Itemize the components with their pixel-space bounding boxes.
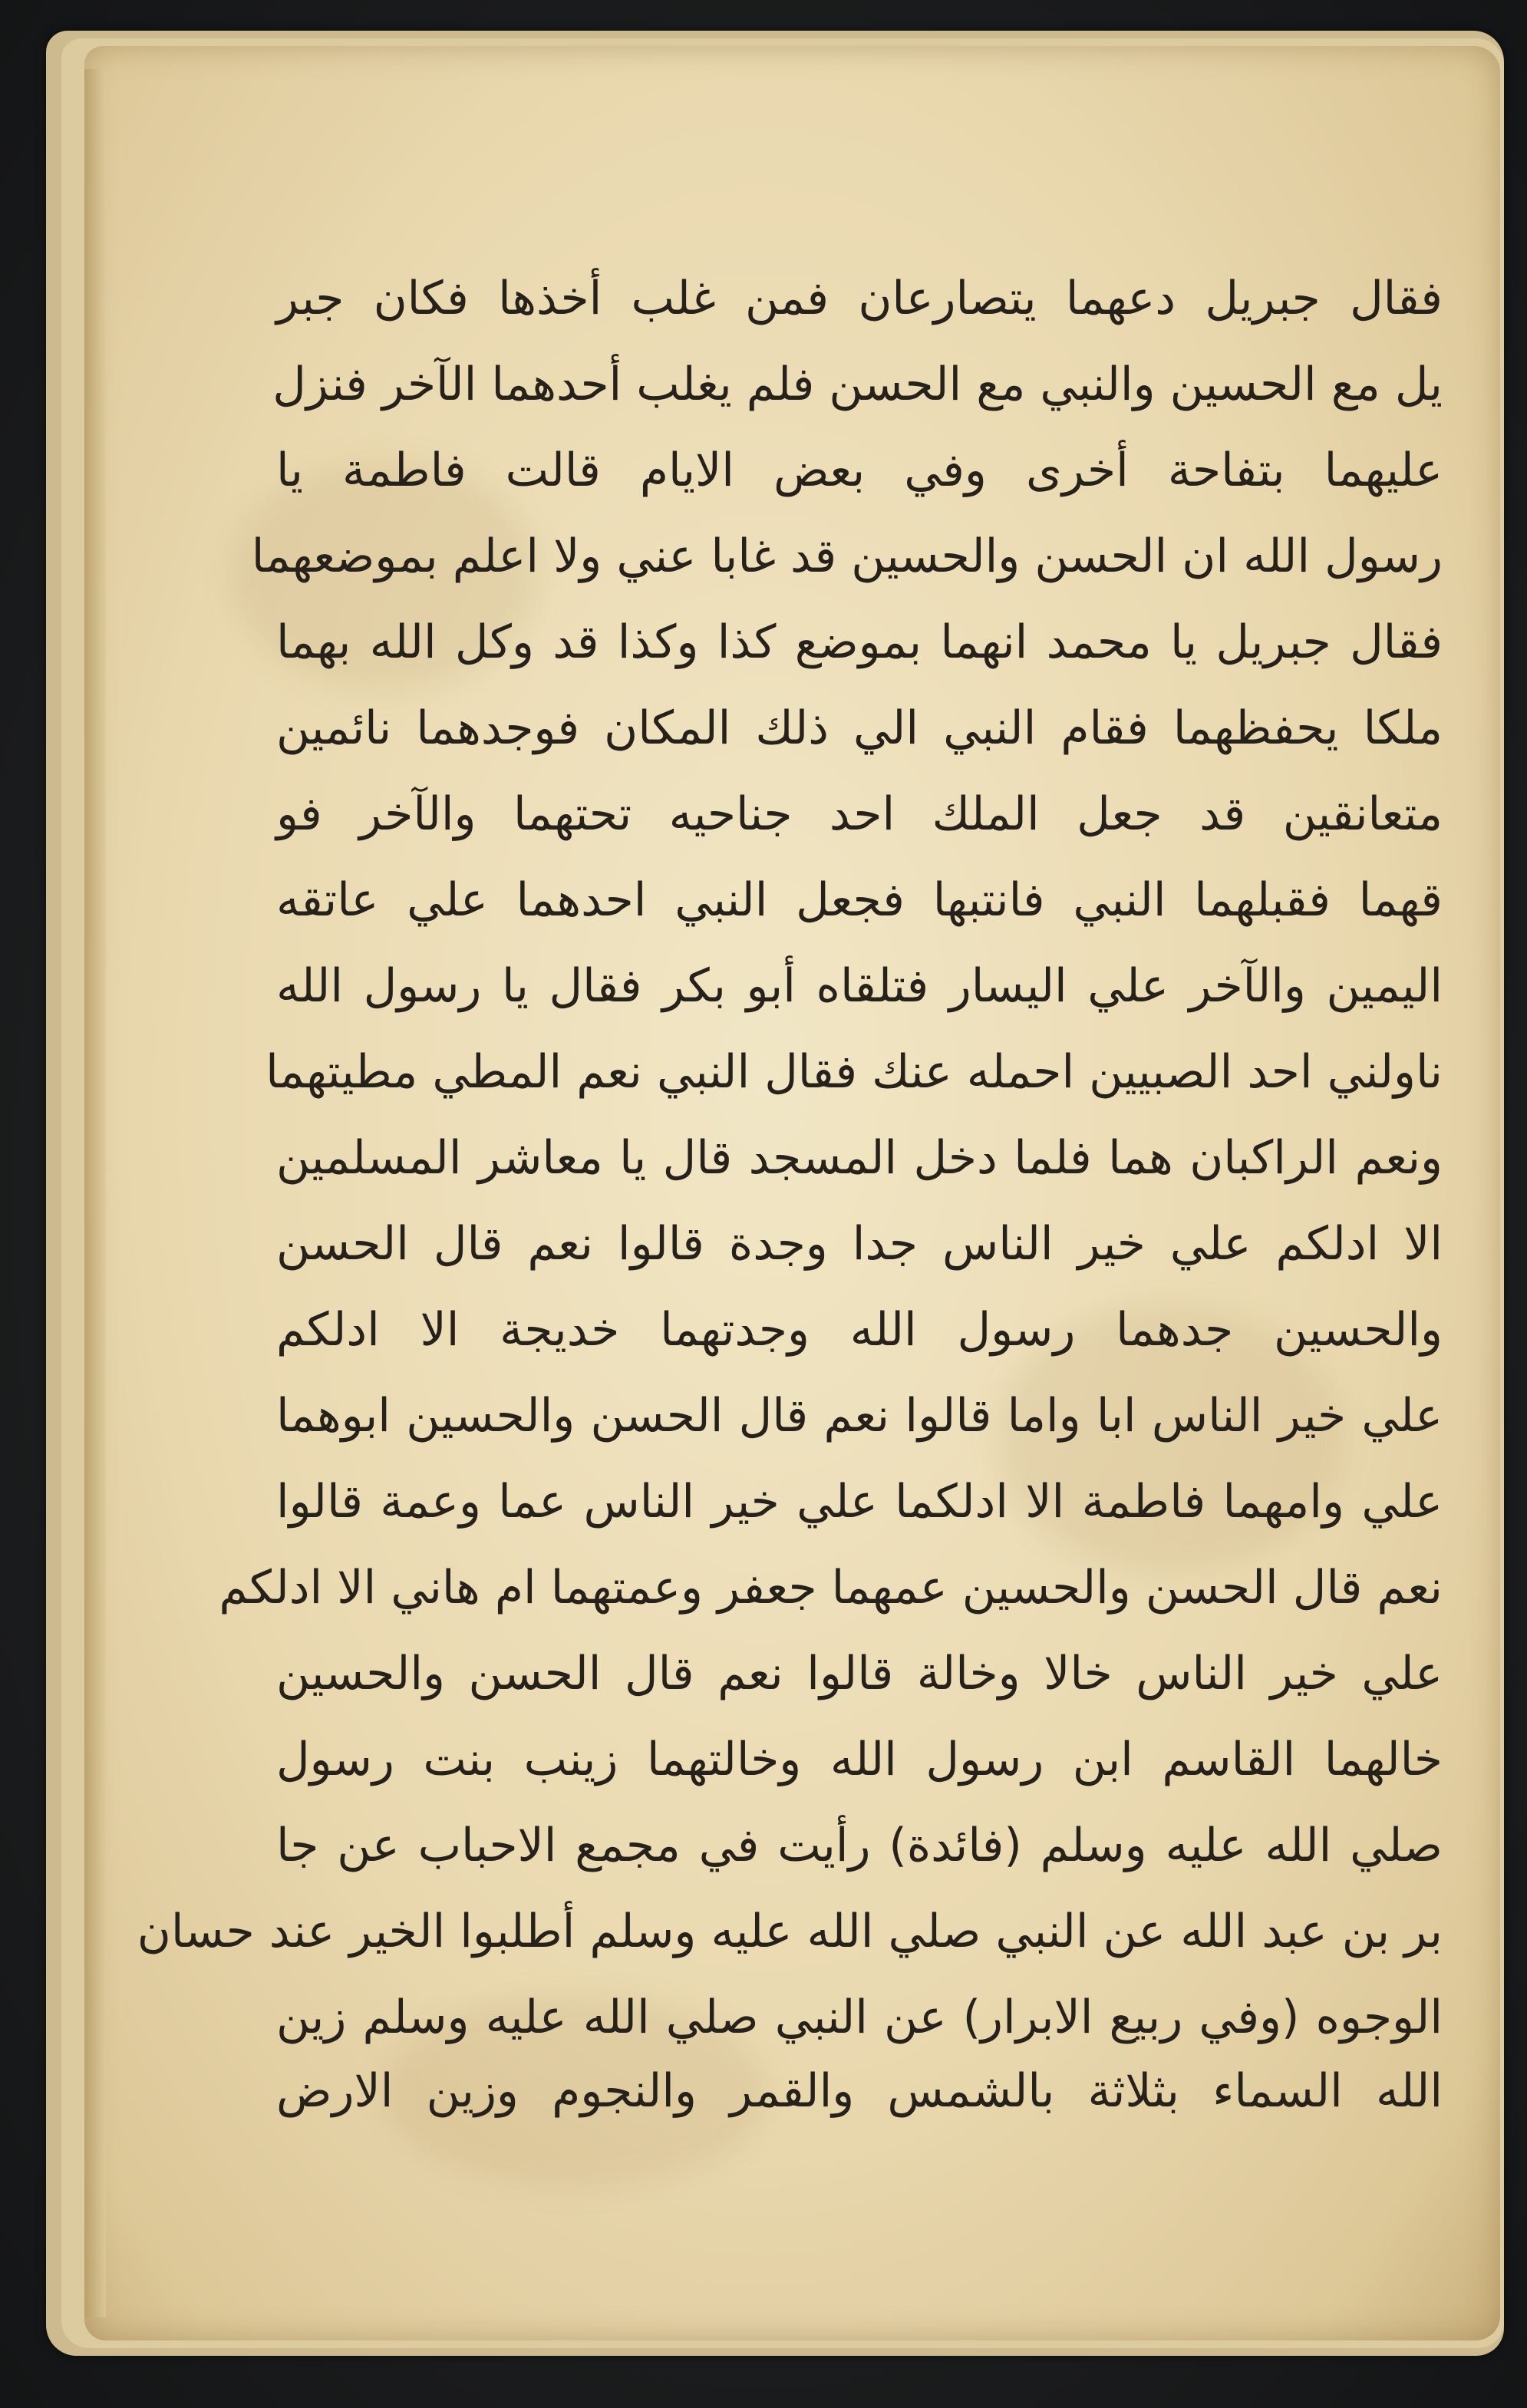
text-line: خالهما القاسم ابن رسول الله وخالتهما زينب بنت رسول	[276, 1733, 1443, 1786]
text-line: متعانقين قد جعل الملك احد جناحيه تحتهما والآخر فو	[276, 787, 1443, 841]
text-line: علي خير الناس خالا وخالة قالوا نعم قال الحسن والحسين	[276, 1647, 1443, 1700]
text-line: الله السماء بثلاثة بالشمس والقمر والنجوم وزين الارض	[276, 2064, 1443, 2118]
text-line: بر بن عبد الله عن النبي صلي الله عليه وسلم أطلبوا الخير عند حسان	[137, 1905, 1443, 1958]
text-line: نعم قال الحسن والحسين عمهما جعفر وعمتهما ام هاني الا ادلكم	[219, 1561, 1443, 1615]
text-line: ملكا يحفظهما فقام النبي الي ذلك المكان فوجدهما نائمين	[276, 701, 1443, 755]
text-line: ونعم الراكبان هما فلما دخل المسجد قال يا معاشر المسلمين	[276, 1131, 1443, 1185]
text-line: علي خير الناس ابا واما قالوا نعم قال الحسن والحسين ابوهما	[276, 1389, 1443, 1443]
page-binding-edge	[84, 69, 106, 2317]
text-line: فقال جبريل دعهما يتصارعان فمن غلب أخذها فكان جبر	[276, 272, 1443, 325]
text-line: ناولني احد الصبيين احمله عنك فقال النبي نعم المطي مطيتهما	[265, 1045, 1443, 1099]
text-line: الوجوه (وفي ربيع الابرار) عن النبي صلي الله عليه وسلم زين	[276, 1991, 1443, 2044]
text-line: فقال جبريل يا محمد انهما بموضع كذا وكذا قد وكل الله بهما	[276, 615, 1443, 669]
text-line: عليهما بتفاحة أخرى وفي بعض الايام قالت فاطمة يا	[276, 444, 1443, 497]
text-line: علي وامهما فاطمة الا ادلكما علي خير الناس عما وعمة قالوا	[276, 1475, 1443, 1529]
text-line: الا ادلكم علي خير الناس جدا وجدة قالوا نعم قال الحسن	[276, 1217, 1443, 1271]
text-line: اليمين والآخر علي اليسار فتلقاه أبو بكر فقال يا رسول الله	[276, 959, 1443, 1013]
text-line: صلي الله عليه وسلم (فائدة) رأيت في مجمع الاحباب عن جا	[276, 1819, 1443, 1872]
text-line: قهما فقبلهما النبي فانتبها فجعل النبي احدهما علي عاتقه	[276, 873, 1443, 927]
text-line: والحسين جدهما رسول الله وجدتهما خديجة الا ادلكم	[276, 1303, 1443, 1357]
manuscript-text-block	[137, 246, 1443, 2118]
text-line: يل مع الحسين والنبي مع الحسن فلم يغلب أحدهما الآخر فنزل	[272, 358, 1443, 411]
text-line: رسول الله ان الحسن والحسين قد غابا عني ولا اعلم بموضعهما	[251, 529, 1443, 583]
